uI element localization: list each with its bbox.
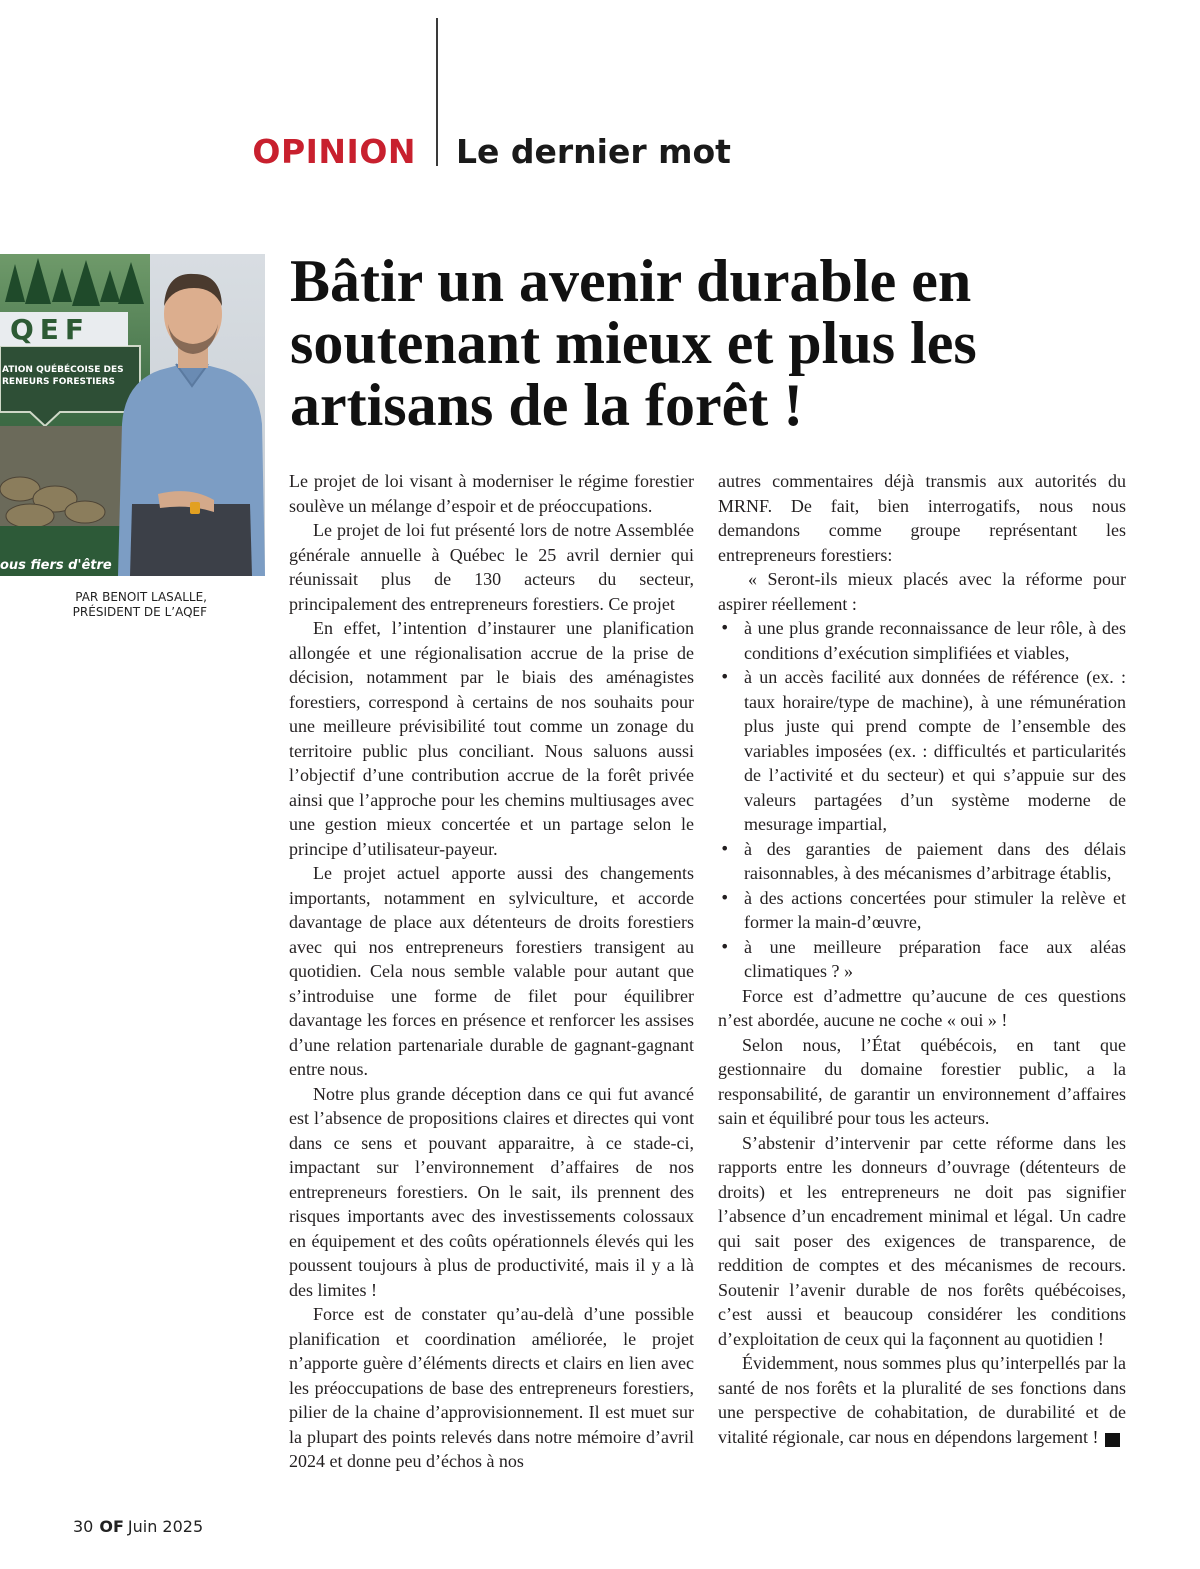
paragraph-final [718,1351,1141,1449]
paragraph: Selon nous, l’État québécois, en tant que gestionnaire du domaine forestier public, a la responsabilité, de garantir un environnement d’affaires sain et équilibré pour tous les acteurs. [718,1034,1126,1128]
paragraph: Le projet de loi fut présenté lors de notre Assemblée générale annuelle à Québec le 25 avril dernier qui réunissait plus de 130 acteurs du secteur, principalement des entrepreneurs forestiers. Ce projet [289,520,694,614]
paragraph-final-text: Évidemment, nous sommes plus qu’interpellés par la santé de nos forêts et la pluralité de ses fonctions dans une perspective de cohabitation, de durabilité et de vitalité régionale, car nous en dépendons largement ! [718,1353,1126,1447]
bullet-item: • à des garanties de paiement dans des délais raisonnables, à des mécanismes d’arbitrage établis, [718,837,1126,886]
quote-intro: « Seront-ils mieux placés avec la réforme pour aspirer réellement : [718,569,1126,614]
page-number: 30 [73,1517,94,1536]
paragraph: Notre plus grande déception dans ce qui fut avancé est l’absence de propositions claires et directes qui vont dans ce sens et pouvant apparaitre, à ce stade-ci, impactant sur l’environnement d’affaires de nos entrepreneurs forestiers. On le sait, ils prennent des risques importants avec des investissements colossaux en équipement et des coûts opérationnels élevés qui les poussent toujours à plus de productivité, mais il y a là des limites ! [289,1083,694,1300]
bullet-item: • à une meilleure préparation face aux aléas climatiques ? » [718,935,1126,984]
sign-subtext-2: RENEURS FORESTIERS [2,377,116,387]
paragraph: En effet, l’intention d’instaurer une planification allongée et une régionalisation accrue de la prise de décision, notamment par le biais des aménagistes forestiers, correspond à certains de nos souhaits pour une meilleure prévisibilité tout comme un zonage du territoire public plus conciliant. Nous saluons aussi l’objectif d’une contribution accrue de la forêt privée ainsi que l’approche pour les chemins multiusages avec une gestion mieux concertée et un partage selon le principe d’utilisateur-payeur. [289,618,694,859]
headline: Bâtir un avenir durable en soutenant mieux et plus les artisans de la forêt ! [290,248,977,438]
paragraph: Force est de constater qu’au-delà d’une possible planification et coordination améliorée, le projet n’apporte guère d’éléments directs et clairs en lien avec les préoccupations de base des entrepreneurs forestiers, pilier de la chaine d’approvisionnement. Il est muet sur la plupart des points relevés dans notre mémoire d’avril 2024 et donne peu d’échos à nos [289,1304,694,1471]
caption-role: PRÉSIDENT DE L’AQEF [72,605,207,619]
page-footer [73,1517,203,1536]
paragraph: S’abstenir d’intervenir par cette réforme dans les rapports entre les donneurs d’ouvrage (détenteurs de droits) et les entrepreneurs ne doit pas signifier l’absence d’un encadrement minimal et légal. Un cadre qui sait poser des exigences de transparence, de reddition de comptes et des mécanismes de recours. Soutenir l’avenir durable de nos forêts québécoises, c’est aussi et beaucoup considérer les conditions d’exploitation de ceux qui la façonnent au quotidien ! [718,1132,1126,1349]
article-column-right [718,469,1141,1449]
bullet-list [718,616,1126,984]
sign-bottom-text: ous fiers d'être [0,558,112,573]
sign-text: QEF [10,313,91,346]
paragraph: Le projet de loi visant à moderniser le régime forestier soulève un mélange d’espoir et de préoccupations. [289,471,694,516]
paragraph: autres commentaires déjà transmis aux autorités du MRNF. De fait, bien interrogatifs, nous nous demandons comme groupe représentant les entrepreneurs forestiers: [718,471,1126,565]
issue-date: Juin 2025 [127,1517,204,1536]
magazine-name: OF [99,1517,124,1536]
bullet-item: • à des actions concertées pour stimuler la relève et former la main-d’œuvre, [718,886,1126,935]
rubric-section: Le dernier mot [456,132,731,171]
paragraph: Le projet actuel apporte aussi des changements importants, notamment en sylviculture, et accorde davantage de place aux détenteurs de droits forestiers avec qui nos entrepreneurs forestiers transigent au quotidien. Cela nous semble valable pour autant que s’introduise une forme de filet pour équilibrer davantage les forces en présence et renforcer les assises d’une relation partenariale durable de gagnant-gagnant entre nous. [289,863,694,1079]
end-of-article-icon: OF [1105,1433,1120,1447]
caption-author: PAR BENOIT LASALLE, [75,590,207,604]
author-photo [0,254,265,576]
portrait-photo-icon [0,254,265,576]
paragraph: Force est d’admettre qu’aucune de ces questions n’est abordée, aucune ne coche « oui » ! [718,985,1126,1030]
rubric [0,132,1200,176]
bullet-item: • à un accès facilité aux données de référence (ex. : taux horaire/type de machine), à une rémunération plus juste qui prend compte de l’ensemble des variables imposées (ex. : difficultés et particularités de l’activité et du secteur) et qui s’appuie sur des valeurs partagées d’un système moderne de mesurage impartial, [718,665,1126,837]
photo-caption [73,590,207,620]
sign-subtext-1: ATION QUÉBÉCOISE DES [2,365,124,375]
article-column-left [289,469,694,1474]
rubric-category: OPINION [252,132,416,171]
bullet-item: • à une plus grande reconnaissance de leur rôle, à des conditions d’exécution simplifiées et viables, [718,616,1126,665]
